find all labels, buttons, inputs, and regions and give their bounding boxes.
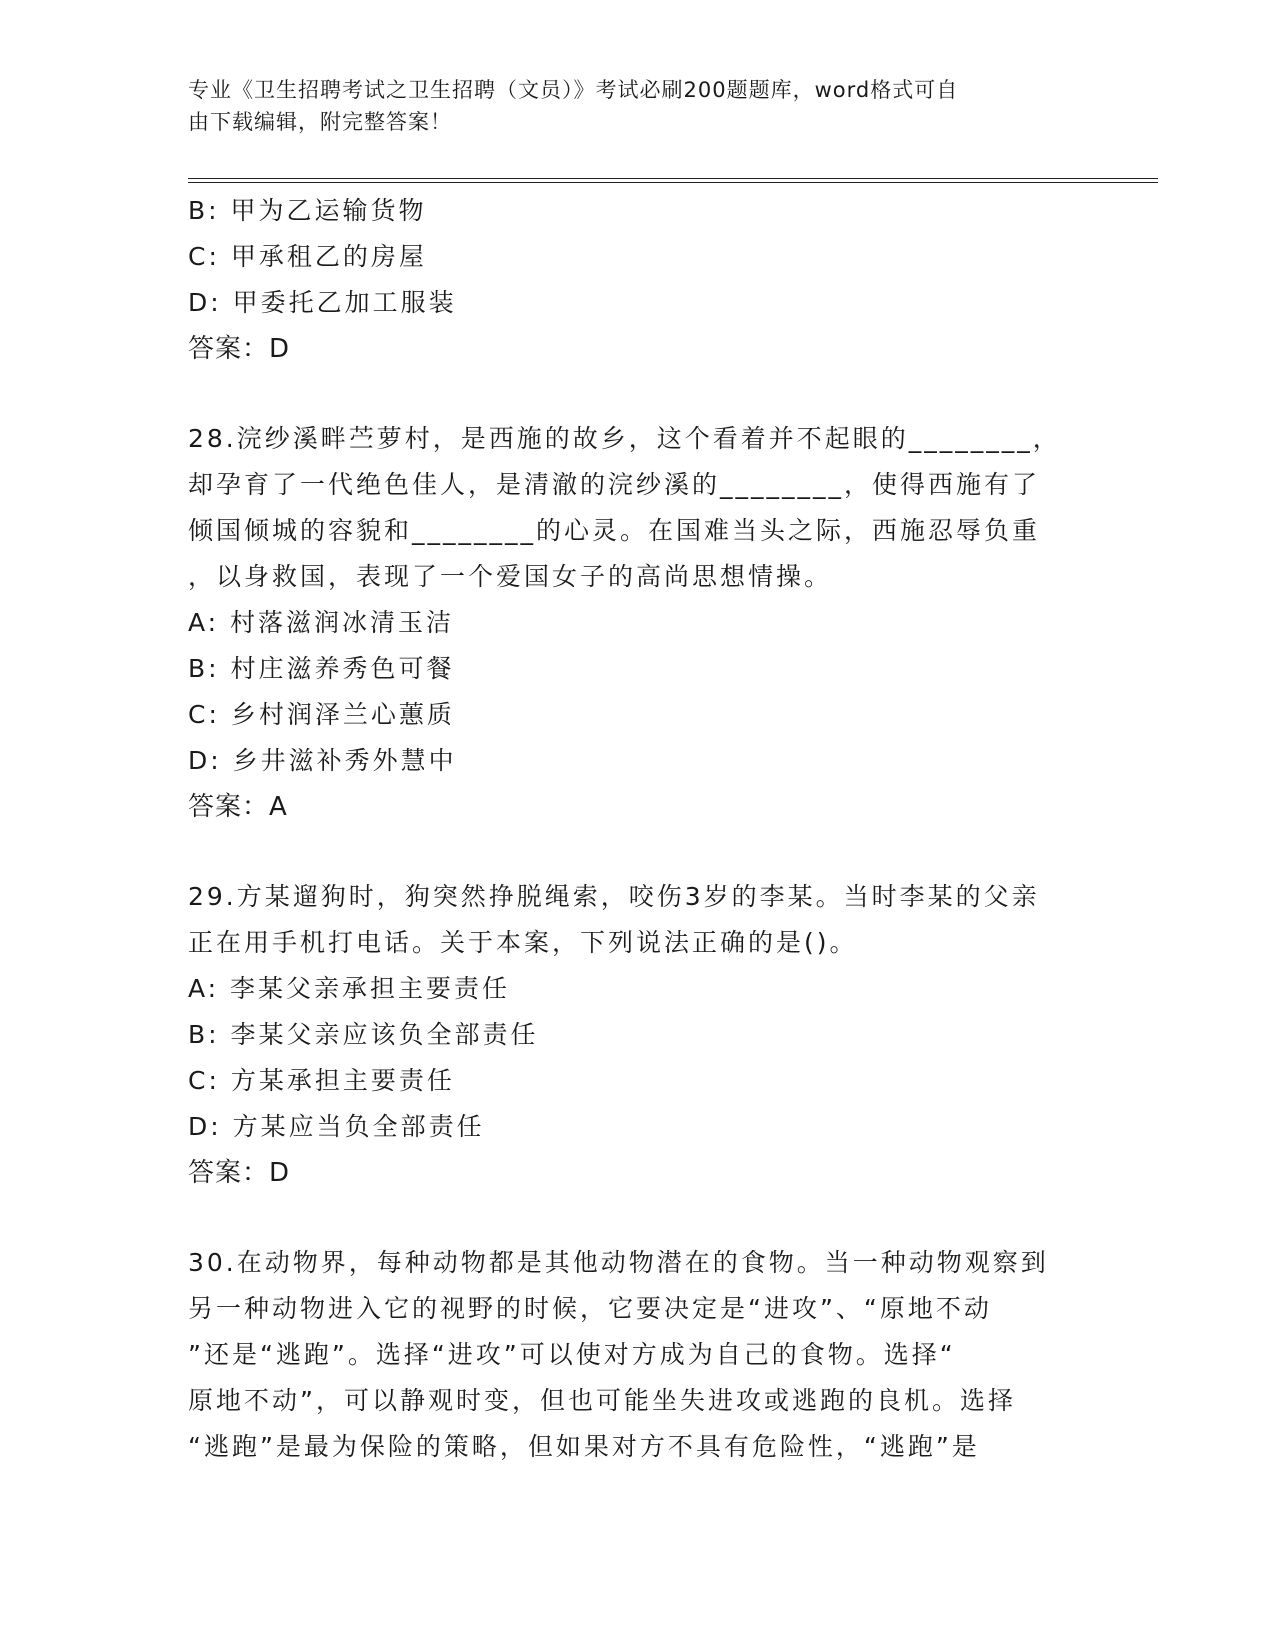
header-line-1: 专业《卫生招聘考试之卫生招聘（文员）》考试必刷200题题库，word格式可自 (188, 78, 959, 102)
question-28 (188, 416, 1088, 830)
question-stem-line: 29.方某遛狗时，狗突然挣脱绳索，咬伤3岁的李某。当时李某的父亲 (188, 882, 1040, 911)
option-b: B: 甲为乙运输货物 (188, 196, 427, 225)
page-header (188, 74, 1088, 138)
question-27 (188, 188, 1088, 372)
option-d: D: 乡井滋补秀外慧中 (188, 746, 457, 775)
option-c: C: 甲承租乙的房屋 (188, 242, 427, 271)
question-29 (188, 874, 1088, 1196)
question-stem-line: 另一种动物进入它的视野的时候，它要决定是“进攻”、“原地不动 (188, 1294, 992, 1323)
option-d: D: 方某应当负全部责任 (188, 1112, 485, 1141)
answer-line: 答案：D (188, 1158, 291, 1188)
question-stem-line: 28.浣纱溪畔苎萝村，是西施的故乡，这个看着并不起眼的________， (188, 424, 1061, 453)
option-c: C: 方某承担主要责任 (188, 1066, 455, 1095)
answer-line: 答案：A (188, 792, 288, 822)
option-a: A: 村落滋润冰清玉洁 (188, 608, 455, 637)
option-b: B: 村庄滋养秀色可餐 (188, 654, 455, 683)
question-30 (188, 1240, 1088, 1470)
question-stem-line: 原地不动”，可以静观时变，但也可能坐失进攻或逃跑的良机。选择 (188, 1386, 1016, 1415)
header-divider-bottom (188, 182, 1158, 183)
question-content (188, 188, 1088, 1470)
option-d: D: 甲委托乙加工服装 (188, 288, 457, 317)
question-stem-line: 正在用手机打电话。关于本案，下列说法正确的是()。 (188, 928, 858, 957)
question-stem-line: 30.在动物界，每种动物都是其他动物潜在的食物。当一种动物观察到 (188, 1248, 1049, 1277)
option-a: A: 李某父亲承担主要责任 (188, 974, 511, 1003)
question-stem-line: 倾国倾城的容貌和________的心灵。在国难当头之际，西施忍辱负重 (188, 516, 1041, 545)
header-line-2: 由下载编辑，附完整答案！ (188, 110, 452, 134)
answer-line: 答案：D (188, 334, 291, 364)
question-stem-line: “逃跑”是最为保险的策略，但如果对方不具有危险性，“逃跑”是 (188, 1432, 980, 1461)
question-stem-line: ”还是“逃跑”。选择“进攻”可以使对方成为自己的食物。选择“ (188, 1340, 956, 1369)
option-c: C: 乡村润泽兰心蕙质 (188, 700, 455, 729)
header-divider-top (188, 178, 1158, 179)
question-stem-line: ，以身救国，表现了一个爱国女子的高尚思想情操。 (188, 562, 833, 591)
question-stem-line: 却孕育了一代绝色佳人，是清澈的浣纱溪的________，使得西施有了 (188, 470, 1041, 499)
option-b: B: 李某父亲应该负全部责任 (188, 1020, 539, 1049)
